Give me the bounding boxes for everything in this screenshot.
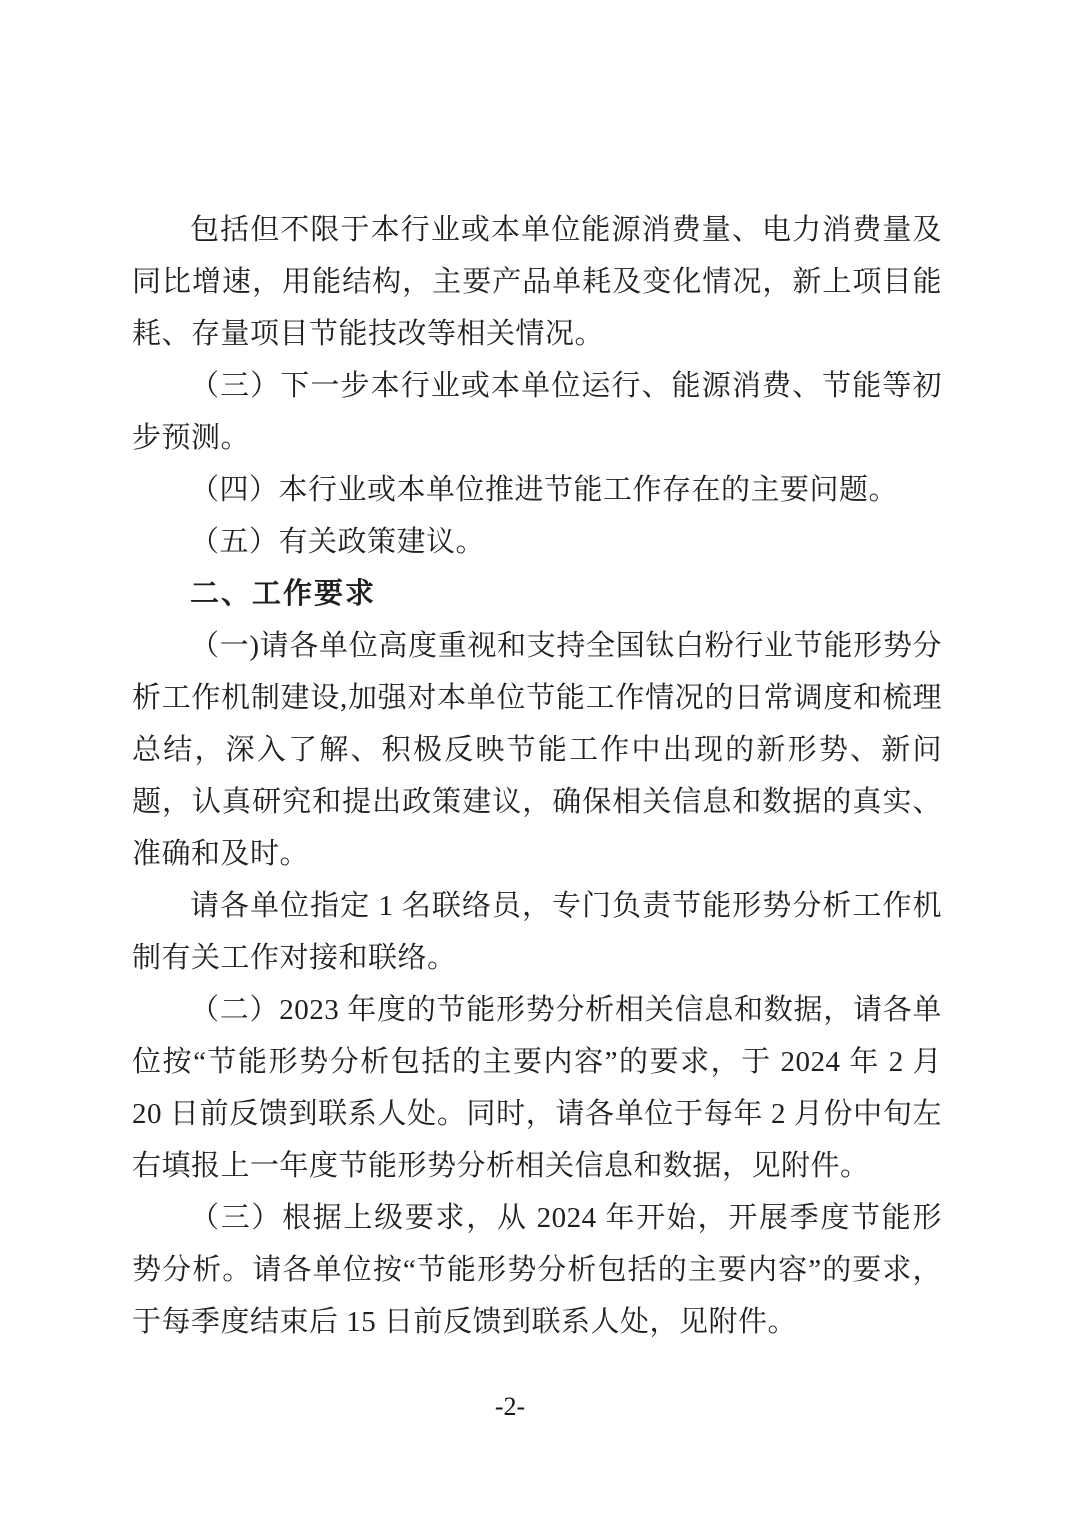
paragraph-requirement-1: （一)请各单位高度重视和支持全国钛白粉行业节能形势分析工作机制建设,加强对本单位节能工作情况的日常调度和梳理总结，深入了解、积极反映节能工作中出现的新形势、新问题，认真研究和提出政策建议，确保相关信息和数据的真实、准确和及时。	[132, 630, 942, 870]
paragraph-requirement-3: （三）根据上级要求，从 2024 年开始，开展季度节能形势分析。请各单位按“节能形势分析包括的主要内容”的要求，于每季度结束后 15 日前反馈到联系人处，见附件。	[132, 1202, 942, 1338]
paragraph-item-3: （三）下一步本行业或本单位运行、能源消费、节能等初步预测。	[132, 370, 942, 454]
document-body	[132, 204, 942, 1348]
paragraph-liaison: 请各单位指定 1 名联络员，专门负责节能形势分析工作机制有关工作对接和联络。	[132, 890, 942, 974]
paragraph-scope-intro: 包括但不限于本行业或本单位能源消费量、电力消费量及同比增速，用能结构，主要产品单耗及变化情况，新上项目能耗、存量项目节能技改等相关情况。	[132, 214, 942, 350]
section-heading-work-requirements: 二、工作要求	[190, 578, 377, 610]
page-number: -2-	[494, 1392, 526, 1421]
paragraph-requirement-2: （二）2023 年度的节能形势分析相关信息和数据，请各单位按“节能形势分析包括的主要内容”的要求，于 2024 年 2 月 20 日前反馈到联系人处。同时，请各单位于每年 2 月份中旬左右填报上一年度节能形势分析相关信息和数据，见附件。	[132, 994, 942, 1182]
paragraph-item-5: （五）有关政策建议。	[190, 526, 486, 558]
paragraph-item-4: （四）本行业或本单位推进节能工作存在的主要问题。	[190, 474, 899, 506]
